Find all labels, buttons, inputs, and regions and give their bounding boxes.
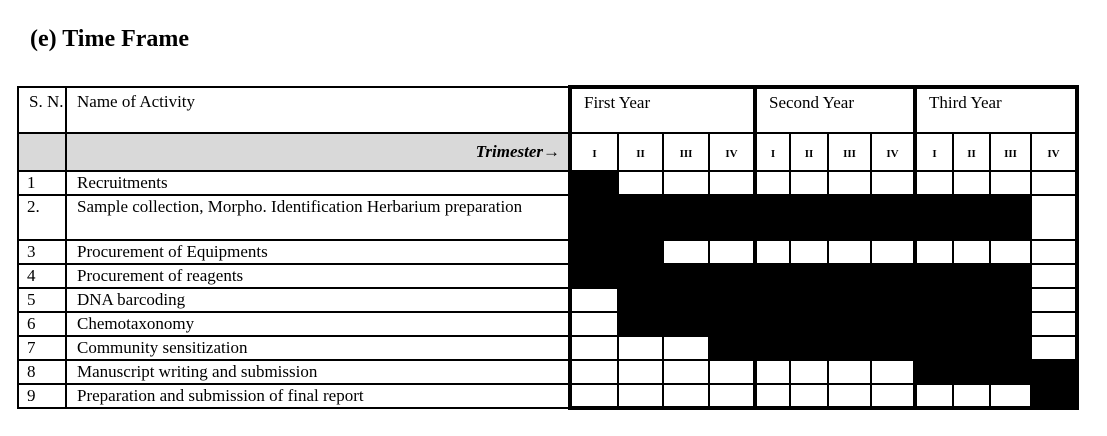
schedule-cell-empty (915, 384, 953, 408)
activity-number: 6 (18, 312, 66, 336)
schedule-cell-filled (790, 195, 828, 240)
schedule-cell-filled (990, 360, 1031, 384)
schedule-cell-filled (663, 312, 709, 336)
schedule-cell-filled (790, 288, 828, 312)
activity-name: Preparation and submission of final report (66, 384, 570, 408)
schedule-cell-filled (618, 288, 663, 312)
schedule-cell-empty (1031, 240, 1077, 264)
schedule-cell-empty (1031, 195, 1077, 240)
activity-number: 9 (18, 384, 66, 408)
activity-name: DNA barcoding (66, 288, 570, 312)
schedule-cell-filled (915, 312, 953, 336)
schedule-cell-empty (618, 336, 663, 360)
schedule-cell-empty (618, 360, 663, 384)
schedule-cell-filled (663, 264, 709, 288)
schedule-cell-empty (871, 384, 915, 408)
schedule-cell-empty (709, 171, 755, 195)
schedule-cell-empty (618, 384, 663, 408)
time-frame-table (17, 85, 1079, 410)
schedule-cell-filled (871, 195, 915, 240)
activity-name: Procurement of reagents (66, 264, 570, 288)
trimester-cell: III (663, 133, 709, 171)
schedule-cell-filled (570, 195, 618, 240)
schedule-cell-filled (990, 336, 1031, 360)
schedule-cell-filled (953, 264, 990, 288)
trimester-cell: II (953, 133, 990, 171)
schedule-cell-empty (755, 240, 790, 264)
activity-row (18, 195, 1077, 240)
schedule-cell-filled (871, 264, 915, 288)
schedule-cell-empty (709, 240, 755, 264)
schedule-cell-filled (755, 336, 790, 360)
schedule-cell-empty (1031, 264, 1077, 288)
schedule-cell-filled (990, 264, 1031, 288)
schedule-cell-filled (915, 264, 953, 288)
schedule-cell-empty (828, 240, 871, 264)
serial-number-header: S. N. (18, 87, 66, 133)
schedule-cell-filled (953, 312, 990, 336)
schedule-cell-filled (709, 336, 755, 360)
schedule-cell-empty (790, 384, 828, 408)
schedule-cell-empty (990, 240, 1031, 264)
activity-number: 1 (18, 171, 66, 195)
trimester-row (18, 133, 1077, 171)
schedule-cell-filled (828, 336, 871, 360)
schedule-cell-empty (755, 171, 790, 195)
schedule-cell-filled (871, 336, 915, 360)
schedule-cell-empty (755, 384, 790, 408)
schedule-cell-empty (570, 384, 618, 408)
schedule-cell-filled (709, 195, 755, 240)
first-year-header: First Year (570, 87, 755, 133)
schedule-cell-filled (828, 312, 871, 336)
trimester-cell: I (570, 133, 618, 171)
activity-row (18, 171, 1077, 195)
trimester-cell: I (915, 133, 953, 171)
schedule-cell-filled (755, 264, 790, 288)
schedule-cell-filled (755, 288, 790, 312)
schedule-cell-empty (663, 360, 709, 384)
schedule-cell-filled (828, 264, 871, 288)
activity-name: Community sensitization (66, 336, 570, 360)
activity-row (18, 264, 1077, 288)
activity-row (18, 336, 1077, 360)
schedule-cell-empty (790, 360, 828, 384)
schedule-cell-filled (790, 312, 828, 336)
schedule-cell-filled (618, 240, 663, 264)
activity-name: Recruitments (66, 171, 570, 195)
schedule-cell-empty (1031, 336, 1077, 360)
schedule-cell-empty (871, 240, 915, 264)
schedule-cell-filled (828, 288, 871, 312)
schedule-cell-filled (871, 288, 915, 312)
schedule-cell-filled (570, 264, 618, 288)
trimester-cell: IV (871, 133, 915, 171)
schedule-cell-empty (570, 336, 618, 360)
activity-number: 4 (18, 264, 66, 288)
schedule-cell-filled (709, 264, 755, 288)
schedule-cell-filled (953, 336, 990, 360)
schedule-cell-filled (663, 195, 709, 240)
activity-row (18, 240, 1077, 264)
schedule-cell-empty (570, 360, 618, 384)
activity-number: 2. (18, 195, 66, 240)
schedule-cell-empty (663, 384, 709, 408)
schedule-cell-empty (990, 171, 1031, 195)
schedule-cell-filled (953, 360, 990, 384)
schedule-cell-empty (828, 384, 871, 408)
schedule-cell-empty (915, 240, 953, 264)
schedule-cell-empty (871, 360, 915, 384)
schedule-cell-empty (618, 171, 663, 195)
schedule-cell-filled (790, 336, 828, 360)
trimester-cell: II (618, 133, 663, 171)
schedule-cell-empty (915, 171, 953, 195)
schedule-cell-filled (755, 312, 790, 336)
schedule-cell-empty (953, 171, 990, 195)
section-heading: (e) Time Frame (30, 26, 190, 52)
schedule-cell-empty (663, 336, 709, 360)
schedule-cell-filled (618, 312, 663, 336)
activity-name: Chemotaxonomy (66, 312, 570, 336)
trimester-blank-cell (18, 133, 66, 171)
activity-number: 7 (18, 336, 66, 360)
schedule-cell-empty (663, 171, 709, 195)
activity-row (18, 288, 1077, 312)
schedule-cell-filled (1031, 360, 1077, 384)
schedule-cell-empty (828, 171, 871, 195)
trimester-cell: IV (1031, 133, 1077, 171)
right-arrow-icon: → (543, 142, 560, 161)
schedule-cell-filled (990, 195, 1031, 240)
activity-number: 3 (18, 240, 66, 264)
schedule-cell-filled (953, 288, 990, 312)
schedule-cell-filled (663, 288, 709, 312)
schedule-cell-empty (871, 171, 915, 195)
schedule-cell-filled (755, 195, 790, 240)
schedule-cell-empty (790, 240, 828, 264)
activity-number: 5 (18, 288, 66, 312)
activity-name: Manuscript writing and submission (66, 360, 570, 384)
schedule-cell-filled (990, 312, 1031, 336)
activity-rows (18, 171, 1077, 408)
schedule-cell-empty (953, 384, 990, 408)
schedule-cell-filled (871, 312, 915, 336)
schedule-cell-filled (915, 195, 953, 240)
schedule-cell-filled (618, 264, 663, 288)
trimester-cell: III (828, 133, 871, 171)
schedule-cell-filled (570, 240, 618, 264)
schedule-cell-filled (709, 288, 755, 312)
activity-name: Sample collection, Morpho. Identification Herbarium preparation (66, 195, 570, 240)
schedule-cell-empty (570, 312, 618, 336)
trimester-cell: I (755, 133, 790, 171)
schedule-cell-empty (663, 240, 709, 264)
schedule-cell-filled (709, 312, 755, 336)
schedule-cell-filled (828, 195, 871, 240)
schedule-cell-filled (618, 195, 663, 240)
schedule-cell-empty (953, 240, 990, 264)
schedule-cell-empty (990, 384, 1031, 408)
trimester-cell: III (990, 133, 1031, 171)
schedule-cell-filled (915, 360, 953, 384)
activity-row (18, 360, 1077, 384)
schedule-cell-empty (755, 360, 790, 384)
activity-row (18, 312, 1077, 336)
schedule-cell-empty (570, 288, 618, 312)
activity-name-header: Name of Activity (66, 87, 570, 133)
schedule-cell-filled (570, 171, 618, 195)
trimester-label: Trimester→ (66, 133, 570, 171)
third-year-header: Third Year (915, 87, 1077, 133)
activity-row (18, 384, 1077, 408)
schedule-cell-filled (990, 288, 1031, 312)
schedule-cell-empty (1031, 171, 1077, 195)
trimester-cell: IV (709, 133, 755, 171)
schedule-cell-empty (790, 171, 828, 195)
trimester-cell: II (790, 133, 828, 171)
year-header-row (18, 87, 1077, 133)
schedule-cell-filled (953, 195, 990, 240)
schedule-cell-filled (915, 336, 953, 360)
second-year-header: Second Year (755, 87, 915, 133)
schedule-cell-filled (790, 264, 828, 288)
schedule-cell-empty (828, 360, 871, 384)
schedule-cell-filled (1031, 384, 1077, 408)
schedule-cell-empty (1031, 288, 1077, 312)
schedule-cell-empty (709, 384, 755, 408)
schedule-cell-empty (709, 360, 755, 384)
activity-name: Procurement of Equipments (66, 240, 570, 264)
activity-number: 8 (18, 360, 66, 384)
schedule-cell-filled (915, 288, 953, 312)
schedule-cell-empty (1031, 312, 1077, 336)
